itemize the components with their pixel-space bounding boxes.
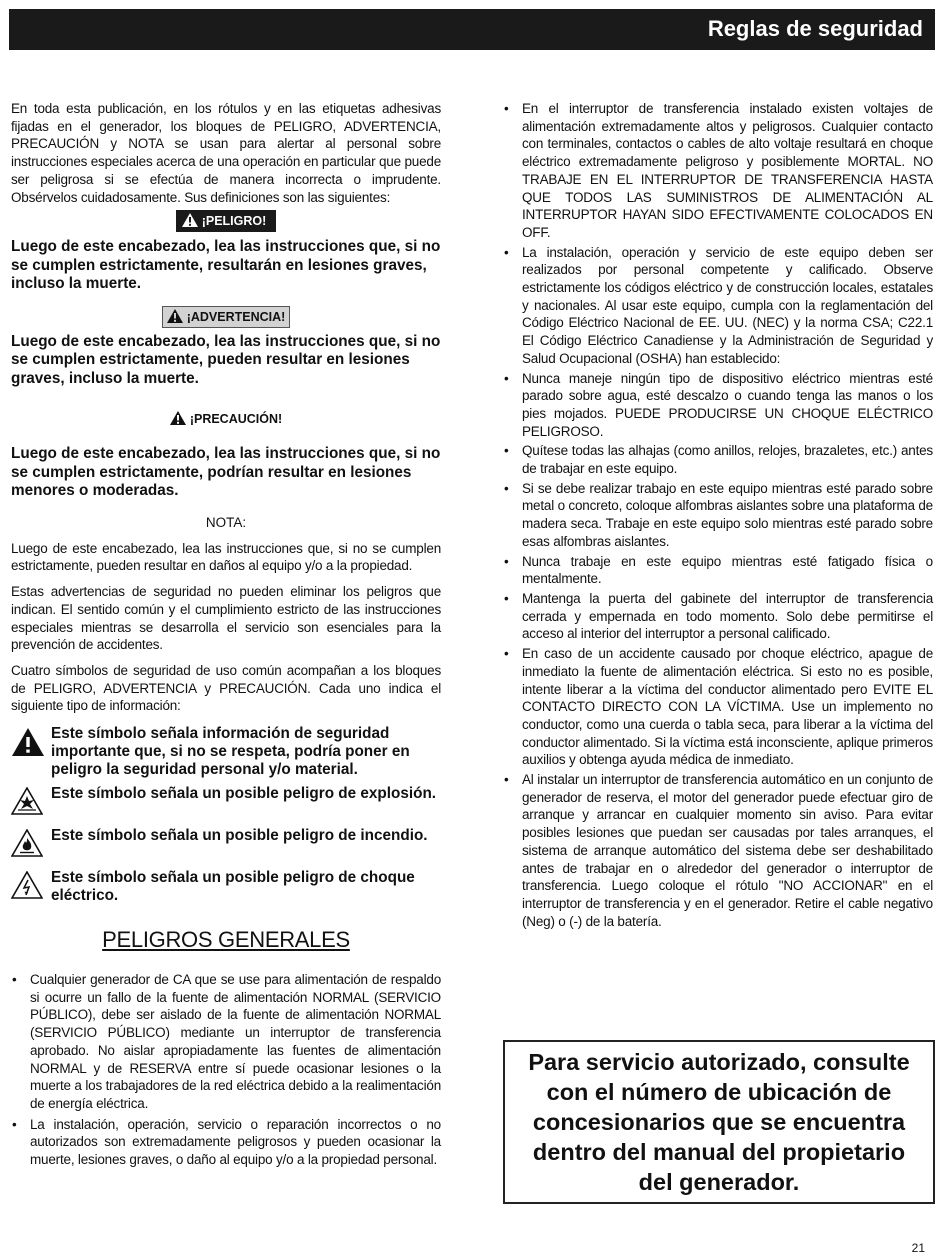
symbol-row-explosion	[11, 785, 441, 820]
page-title: Reglas de seguridad	[707, 16, 923, 41]
bullet-icon: •	[504, 590, 509, 606]
list-item: • Al instalar un interruptor de transferencia automático en un conjunto de generador de reserva, el motor del generador puede efectuar giro de arranque y arrancar en cualquier momento sin aviso. Para evitar posibles lesiones que puedan ser causadas por tales arranques, el sistema de arranque automático del sistema debe ser deshabilitado antes de trabajar en o alrededor del generador o interruptor de transferencia. Luego coloque el rótulo "NO ACCIONAR" en el interruptor de transferencia y en el generador. Retire el cable negativo (Neg) o (-) de la batería.	[504, 772, 933, 929]
warning-label-box	[162, 306, 291, 328]
exclamation-triangle-icon	[11, 725, 51, 762]
electric-shock-icon	[11, 869, 51, 904]
page-header	[9, 9, 935, 50]
symbol-row-shock	[11, 869, 441, 905]
bullet-icon: •	[12, 1116, 17, 1132]
symbol-row-safety	[11, 725, 441, 778]
general-hazards-title: PELIGROS GENERALES	[102, 927, 350, 953]
list-item: • Nunca trabaje en este equipo mientras esté fatigado física o mentalmente.	[504, 553, 933, 587]
bullet-icon: •	[504, 772, 509, 788]
list-item: • Quítese todas las alhajas (como anillos, relojes, brazaletes, etc.) antes de trabajar en este equipo.	[504, 443, 933, 477]
warning-description: Luego de este encabezado, lea las instrucciones que, si no se cumplen estrictamente, pueden resultar en lesiones graves, incluso la muerte.	[11, 332, 441, 387]
authorized-service-callout	[503, 1040, 935, 1204]
danger-label: ¡PELIGRO!	[201, 214, 267, 229]
list-item: • En el interruptor de transferencia instalado existen voltajes de alimentación extremadamente altos y peligrosos. Cualquier contacto con terminales, contactos o cables de alto voltaje resultará en choque eléctrico extremadamente peligroso y posiblemente MORTAL. NO TRABAJE EN EL INTERRUPTOR DE TRANSFERENCIA HASTA QUE TODOS LAS SUMINISTROS DE ALIMENTACIÓN AL INTERRUPTOR HAYAN SIDO EFECTIVAMENTE COLOCADOS EN OFF.	[504, 101, 933, 240]
left-column	[11, 100, 441, 1169]
warning-triangle-icon	[167, 309, 183, 323]
bullet-icon: •	[504, 646, 509, 662]
explosion-icon	[11, 785, 51, 820]
symbol-text-explosion: Este símbolo señala un posible peligro de explosión.	[51, 785, 437, 803]
danger-description: Luego de este encabezado, lea las instrucciones que, si no se cumplen estrictamente, resultarán en lesiones graves, incluso la muerte.	[11, 238, 441, 293]
fire-icon	[11, 827, 51, 862]
symbol-text-fire: Este símbolo señala un posible peligro de incendio.	[51, 827, 428, 845]
bullet-icon: •	[504, 443, 509, 459]
list-item: • La instalación, operación, servicio o reparación incorrectos o no autorizados son extremadamente peligrosos y pueden ocasionar la muerte, lesiones graves, o daño al equipo y/o a la propiedad personal.	[12, 1116, 441, 1168]
caution-signal	[11, 409, 441, 429]
bullet-icon: •	[504, 480, 509, 496]
bullet-icon: •	[504, 370, 509, 386]
warning-triangle-icon	[182, 213, 198, 227]
list-item: • Cualquier generador de CA que se use para alimentación de respaldo si ocurre un fallo de la fuente de alimentación NORMAL (SERVICIO PÚBLICO), debe ser aislado de la fuente de alimentación NORMAL (SERVICIO PÚBLICO) mediante un interruptor de transferencia aprobado. No aislar apropiadamente las fuentes de alimentación NORMAL y de RESERVA entre sí puede ocasionar lesiones o la muerte a los trabajadores de la red eléctrica debido a la realimentación de energía eléctrica.	[12, 972, 441, 1111]
caution-description: Luego de este encabezado, lea las instrucciones que, si no se cumplen estrictamente, podrían resultar en lesiones menores o moderadas.	[11, 445, 441, 500]
danger-label-box	[176, 210, 277, 232]
intro-paragraph: En toda esta publicación, en los rótulos y en las etiquetas adhesivas fijadas en el generador, los bloques de PELIGRO, ADVERTENCIA, PRECAUCIÓN y NOTA se usan para alertar al personal sobre instrucciones especiales acerca de una operación en particular que puede ser peligrosa si se efectúa de manera incorrecta o imprudente. Obsérvelos cuidadosamente. Sus definiciones son las siguientes:	[11, 101, 441, 205]
symbol-text-shock: Este símbolo señala un posible peligro de choque eléctrico.	[51, 869, 415, 905]
symbol-text-safety: Este símbolo señala información de seguridad importante que, si no se respeta, podría poner en peligro la seguridad personal y/o material.	[51, 725, 410, 778]
general-hazards-list	[11, 971, 441, 1169]
caution-label-box	[166, 409, 286, 429]
note-label: NOTA:	[205, 514, 247, 530]
list-item: • Mantenga la puerta del gabinete del interruptor de transferencia cerrada y empernada en todo momento. Solo debe permitirse el acceso al interior del interruptor a personal calificado.	[504, 590, 933, 642]
bullet-icon: •	[504, 101, 509, 116]
right-column	[503, 100, 933, 930]
right-hazards-list	[503, 100, 933, 930]
list-item: • Nunca maneje ningún tipo de dispositivo eléctrico mientras esté parado sobre agua, esté descalzo o cuando tenga las manos o los pies mojados. PUEDE PRODUCIRSE UN CHOQUE ELÉCTRICO PELIGROSO.	[504, 370, 933, 439]
bullet-icon: •	[504, 244, 509, 260]
page-number: 21	[911, 1241, 925, 1255]
danger-signal	[11, 210, 441, 232]
bullet-icon: •	[12, 972, 17, 988]
symbol-list	[11, 725, 441, 905]
list-item: • La instalación, operación y servicio de este equipo deben ser realizados por personal competente y calificado. Observe estrictamente los códigos eléctrico y de construcción locales, estatales y nacionales. Al usar este equipo, cumpla con la reglamentación del Código Eléctrico Nacional de EE. UU. (NEC) y la norma CSA; C22.1 El Código Eléctrico Canadiense y la Administración de Seguridad y Salud Ocupacional (OSHA) han establecido:	[504, 244, 933, 366]
warning-label: ¡ADVERTENCIA!	[186, 309, 286, 324]
bullet-icon: •	[504, 553, 509, 569]
list-item: • Si se debe realizar trabajo en este equipo mientras esté parado sobre metal o concreto, coloque alfombras aislantes sobre una plataforma de madera seca. Trabaje en este equipo solo mientras esté parado sobre esas alfombras aislantes.	[504, 480, 933, 549]
symbols-paragraph: Cuatro símbolos de seguridad de uso común acompañan a los bloques de PELIGRO, ADVERTENCIA y PRECAUCIÓN. Cada uno indica el siguiente tipo de información:	[11, 662, 441, 714]
note-description: Luego de este encabezado, lea las instrucciones que, si no se cumplen estrictamente, pueden resultar en daños al equipo y/o a la propiedad.	[11, 540, 441, 574]
callout-text: Para servicio autorizado, consulte con el número de ubicación de concesionarios que se encuentra dentro del manual del propietario del generador.	[528, 1049, 910, 1195]
list-item: • En caso de un accidente causado por choque eléctrico, apague de inmediato la fuente de alimentación eléctrica. Si esto no es posible, intente liberar a la víctima del conductor alimentado pero EVITE EL CONTACTO DIRECTO CON LA VÍCTIMA. Use un implemento no conductor, como una cuerda o tabla seca, para liberar a la víctima del conductor alimentado. Si la víctima está inconsciente, aplique primeros auxilios y obtenga ayuda médica de inmediato.	[504, 646, 933, 768]
caution-label: ¡PRECAUCIÓN!	[189, 412, 283, 427]
limits-paragraph: Estas advertencias de seguridad no pueden eliminar los peligros que indican. El sentido común y el cumplimiento estricto de las instrucciones especiales mientras se desarrolla el servicio son esenciales para la prevención de accidentes.	[11, 584, 441, 653]
symbol-row-fire	[11, 827, 441, 862]
warning-triangle-icon	[170, 411, 186, 425]
warning-signal	[11, 306, 441, 328]
